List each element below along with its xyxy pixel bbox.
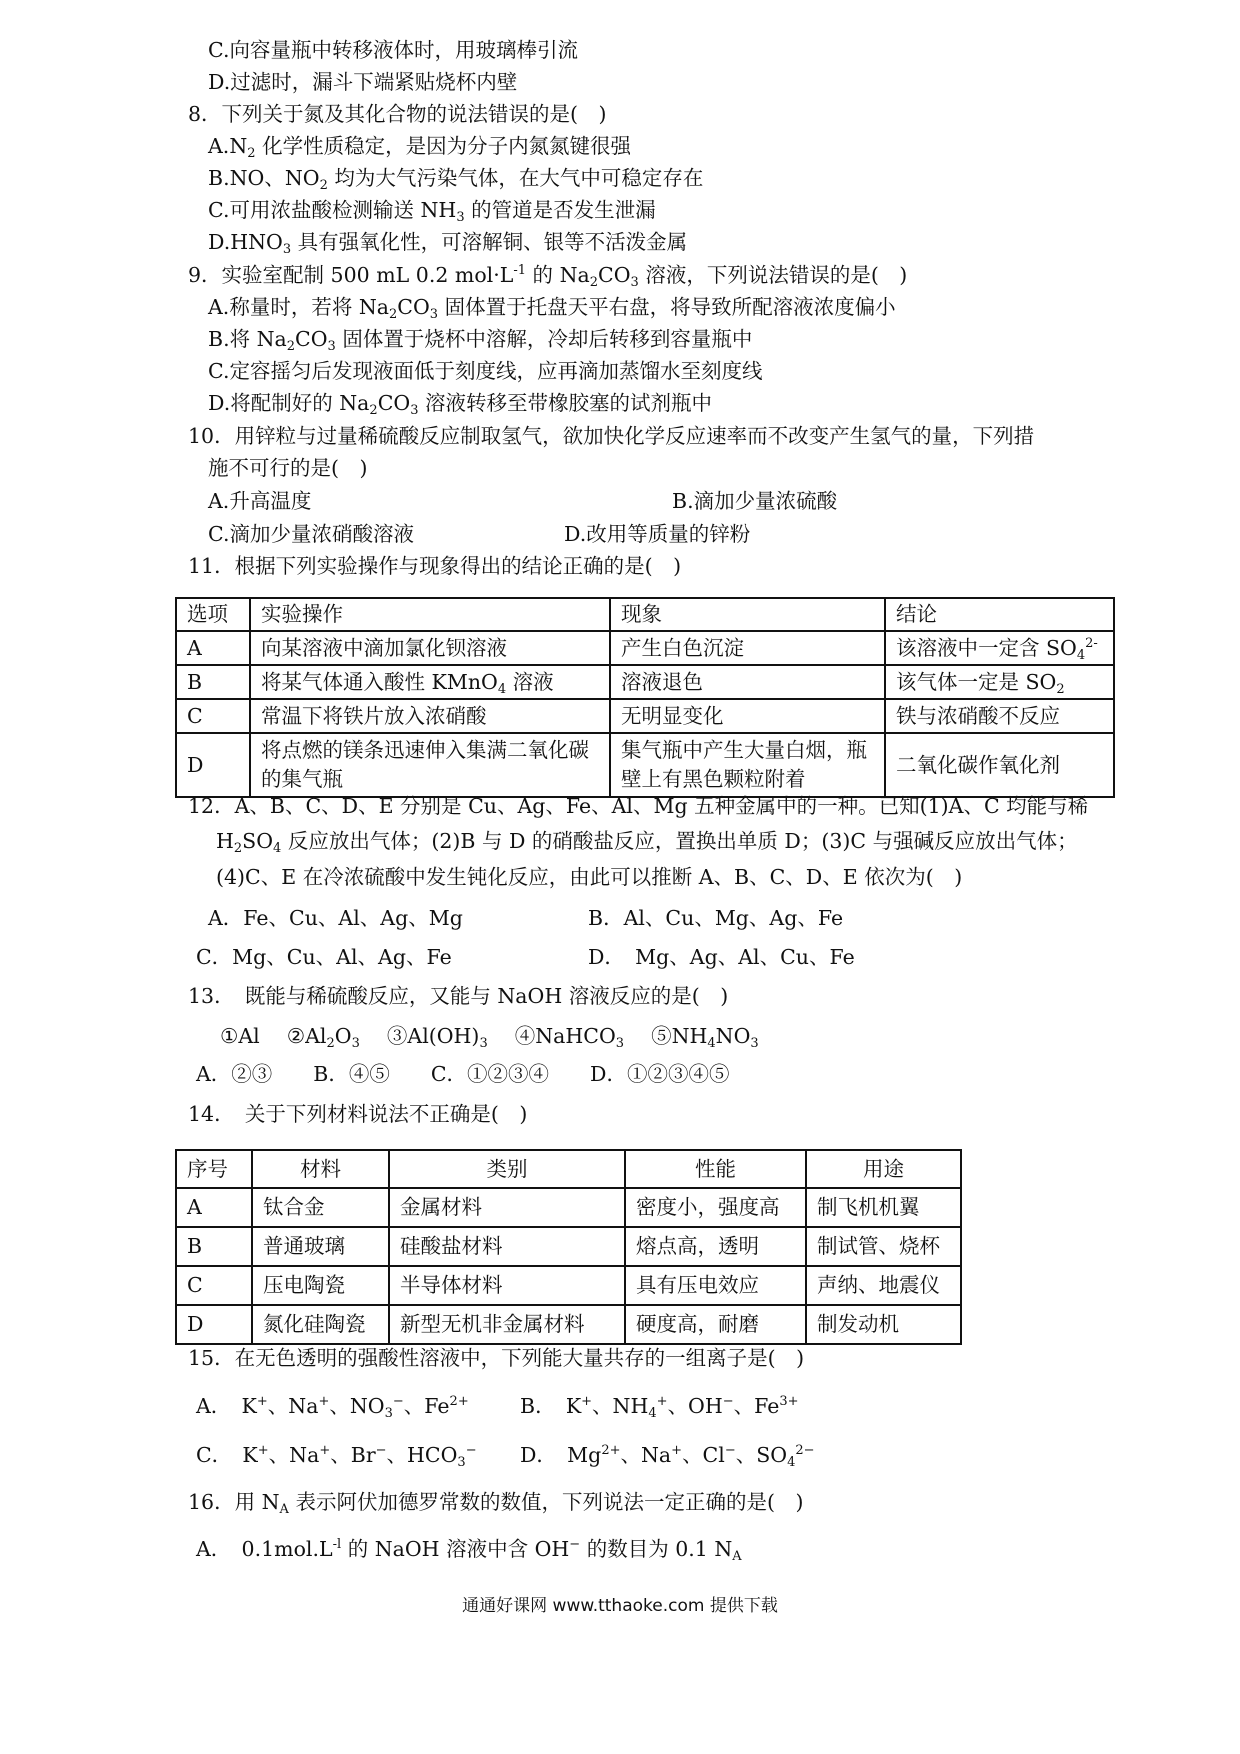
text-run: 12．A、B、C、D、E 分别是 Cu、Ag、Fe、Al、Mg 五种金属中的一种。已知(1)A、C 均能与稀 — [188, 794, 1089, 818]
text-line — [188, 1099, 527, 1129]
superscript: + — [256, 1394, 268, 1409]
text-run: 16．用 N — [188, 1490, 280, 1514]
text-run: D.改用等质量的锌粉 — [564, 522, 751, 546]
table-cell — [389, 1227, 625, 1266]
subscript: 3 — [410, 403, 419, 418]
text-run: D — [187, 1312, 204, 1336]
table-cell — [252, 1188, 389, 1227]
text-run: 、Fe — [733, 1394, 780, 1418]
table-header-cell — [389, 1150, 625, 1188]
table-cell — [885, 665, 1114, 699]
text-run: B.滴加少量浓硫酸 — [672, 489, 838, 513]
subscript: 4 — [1076, 647, 1086, 663]
superscript: − — [569, 1537, 581, 1552]
text-run: C — [187, 703, 203, 728]
subscript: 2 — [319, 178, 328, 193]
text-line — [564, 519, 750, 549]
superscript: 2+ — [601, 1443, 621, 1458]
text-line — [188, 260, 907, 290]
text-run: 的数目为 0.1 N — [580, 1537, 733, 1561]
table-header-cell — [885, 598, 1114, 631]
table-cell — [806, 1266, 961, 1305]
text-run: 密度小，强度高 — [636, 1195, 780, 1219]
subscript: 2 — [389, 307, 398, 322]
subscript: 2 — [247, 146, 256, 161]
superscript: 2+ — [449, 1394, 469, 1409]
text-run: 类别 — [486, 1156, 528, 1181]
superscript: + — [318, 1394, 330, 1409]
text-line — [208, 227, 687, 257]
text-run: A.称量时，若将 Na — [208, 295, 389, 319]
text-run: 的管道是否发生泄漏 — [464, 198, 656, 222]
text-run: 金属材料 — [400, 1195, 482, 1219]
subscript: A — [732, 1549, 742, 1564]
text-run: 8．下列关于氮及其化合物的说法错误的是( ) — [188, 102, 607, 126]
text-line — [196, 1534, 742, 1564]
superscript: + — [581, 1394, 593, 1409]
text-run: O — [334, 1024, 352, 1048]
table-row — [176, 1227, 961, 1266]
text-run: 具有强氧化性，可溶解铜、银等不活泼金属 — [291, 230, 688, 254]
text-run: 将某气体通入酸性 KMnO — [261, 669, 498, 694]
subscript: 3 — [282, 242, 292, 257]
text-run: D． Mg、Ag、Al、Cu、Fe — [588, 945, 855, 969]
text-run: C． K — [196, 1443, 258, 1467]
text-run: 反应放出气体；(2)B 与 D 的硝酸盐反应，置换出单质 D；(3)C 与强碱反应放出气体； — [281, 829, 1078, 853]
subscript: 3 — [384, 1406, 393, 1421]
text-run: ③Al(OH) — [359, 1024, 480, 1048]
text-line — [188, 1343, 804, 1373]
text-run: D.将配制好的 Na — [208, 391, 370, 415]
subscript: 2 — [233, 841, 243, 856]
text-line — [188, 551, 681, 581]
text-run: 熔点高，透明 — [636, 1234, 759, 1258]
text-run: 新型无机非金属材料 — [400, 1312, 585, 1336]
table-cell — [250, 665, 610, 699]
superscript: − — [375, 1443, 387, 1458]
text-run: 9．实验室配制 500 mL 0.2 mol·L — [188, 263, 514, 287]
table-cell — [625, 1266, 806, 1305]
text-run: 溶液 — [506, 669, 554, 694]
table-row — [176, 631, 1114, 665]
text-line — [208, 388, 712, 418]
text-run: 、Br — [330, 1443, 376, 1467]
subscript: 4 — [787, 1455, 796, 1470]
text-run: 15．在无色透明的强酸性溶液中，下列能大量共存的一组离子是( ) — [188, 1346, 805, 1370]
subscript: 2 — [326, 1036, 335, 1051]
table-cell — [176, 1266, 252, 1305]
text-run: (4)C、E 在冷浓硫酸中发生钝化反应，由此可以推断 A、B、C、D、E 依次为( ) — [216, 865, 963, 889]
subscript: 3 — [479, 1036, 488, 1051]
text-run: 、NH — [592, 1394, 649, 1418]
text-run: ①Al ②Al — [220, 1024, 327, 1048]
table-cell — [610, 631, 885, 665]
text-run: A — [187, 635, 202, 660]
text-run: C.滴加少量浓硝酸溶液 — [208, 522, 414, 546]
table-header-cell — [252, 1150, 389, 1188]
experiment-conclusion-table — [175, 597, 1115, 798]
subscript: A — [279, 1502, 289, 1517]
subscript: 3 — [630, 275, 639, 290]
table-header-cell — [176, 1150, 252, 1188]
text-run: 常温下将铁片放入浓硝酸 — [261, 703, 487, 728]
text-run: 、Na — [267, 1394, 319, 1418]
text-run: 材料 — [300, 1156, 341, 1181]
text-run: 性能 — [695, 1156, 736, 1181]
superscript: + — [319, 1443, 331, 1458]
text-run: D． Mg — [520, 1443, 602, 1467]
text-line — [196, 1059, 730, 1089]
text-run: 、Cl — [682, 1443, 725, 1467]
table-cell — [625, 1188, 806, 1227]
text-run: 声纳、地震仪 — [817, 1273, 940, 1297]
text-run: 均为大气污染气体，在大气中可稳定存在 — [327, 166, 704, 190]
text-run: 实验操作 — [261, 602, 343, 626]
table-cell — [885, 631, 1114, 665]
text-run: CO — [397, 295, 430, 319]
text-line — [208, 163, 703, 193]
text-line — [520, 1440, 815, 1470]
text-run: NO — [715, 1024, 751, 1048]
text-run: 序号 — [187, 1156, 228, 1181]
text-line — [208, 35, 578, 65]
table-cell — [806, 1227, 961, 1266]
text-run: 氮化硅陶瓷 — [263, 1312, 366, 1336]
subscript: 2 — [589, 275, 599, 290]
text-run: 硬度高，耐磨 — [636, 1312, 759, 1336]
text-line — [672, 486, 837, 516]
text-run: 、NO — [329, 1394, 385, 1418]
text-line — [188, 981, 728, 1011]
table-cell — [885, 699, 1114, 733]
table-header-cell — [610, 598, 885, 631]
table-header-row — [176, 598, 1114, 631]
text-run: H — [216, 829, 234, 853]
text-run: 溶液，下列说法错误的是( ) — [638, 263, 908, 287]
table-cell — [250, 699, 610, 733]
superscript: − — [724, 1443, 736, 1458]
text-line — [188, 99, 607, 129]
text-line — [196, 1391, 469, 1421]
text-run: D — [187, 752, 204, 777]
table-cell — [252, 1305, 389, 1344]
text-run: 将点燃的镁条迅速伸入集满二氧化碳的集气瓶 — [261, 738, 589, 791]
table-header-cell — [625, 1150, 806, 1188]
superscript: − — [465, 1443, 477, 1458]
text-run: 该气体一定是 SO — [896, 669, 1057, 694]
table-cell — [176, 665, 250, 699]
text-line — [588, 942, 855, 972]
text-run: 、Fe — [403, 1394, 450, 1418]
text-run: 14． 关于下列材料说法不正确是( ) — [188, 1102, 528, 1126]
text-run: B.将 Na — [208, 327, 287, 351]
table-cell — [610, 665, 885, 699]
text-line — [208, 453, 368, 483]
table-cell — [885, 733, 1114, 797]
text-line — [520, 1391, 799, 1421]
text-run: B — [187, 1234, 203, 1258]
subscript: 3 — [457, 1455, 466, 1470]
superscript: -1 — [513, 263, 527, 278]
table-cell — [176, 1227, 252, 1266]
text-run: 用途 — [863, 1156, 904, 1181]
table-header-cell — [176, 598, 250, 631]
text-run: 表示阿伏加德罗常数的数值，下列说法一定正确的是( ) — [288, 1490, 804, 1514]
table-cell — [176, 699, 250, 733]
superscript: + — [671, 1443, 683, 1458]
superscript: + — [257, 1443, 269, 1458]
table-cell — [252, 1266, 389, 1305]
text-run: 的 NaOH 溶液中含 OH — [341, 1537, 570, 1561]
text-run: 、SO — [735, 1443, 788, 1467]
table-row — [176, 1266, 961, 1305]
text-run: 化学性质稳定，是因为分子内氮氮键很强 — [255, 134, 632, 158]
table-cell — [610, 733, 885, 797]
text-run: 制发动机 — [817, 1312, 899, 1336]
subscript: 3 — [351, 1036, 360, 1051]
table-cell — [389, 1305, 625, 1344]
text-run: 钛合金 — [263, 1195, 325, 1219]
text-line — [208, 324, 752, 354]
table-cell — [176, 631, 250, 665]
text-line — [208, 356, 762, 386]
text-run: 制试管、烧杯 — [817, 1234, 940, 1258]
table-cell — [625, 1227, 806, 1266]
text-run: 硅酸盐材料 — [400, 1234, 503, 1258]
text-run: A．Fe、Cu、Al、Ag、Mg — [208, 906, 463, 930]
subscript: 2 — [1056, 681, 1065, 697]
text-run: A． 0.1mol.L — [196, 1537, 333, 1561]
table-row — [176, 665, 1114, 699]
text-line — [196, 942, 452, 972]
subscript: 2 — [369, 403, 378, 418]
text-line — [208, 292, 896, 322]
text-run: 无明显变化 — [621, 703, 724, 728]
table-cell — [806, 1188, 961, 1227]
table-cell — [250, 631, 610, 665]
text-run: CO — [377, 391, 411, 415]
table-header-cell — [250, 598, 610, 631]
text-line — [208, 519, 414, 549]
text-run: 溶液转移至带橡胶塞的试剂瓶中 — [418, 391, 712, 415]
text-run: 产生白色沉淀 — [621, 635, 744, 660]
text-line — [208, 67, 517, 97]
text-run: B． K — [520, 1394, 582, 1418]
superscript: + — [656, 1394, 668, 1409]
text-run: 铁与浓硝酸不反应 — [896, 703, 1060, 728]
subscript: 3 — [327, 339, 336, 354]
text-line — [196, 1440, 477, 1470]
text-run: 普通玻璃 — [263, 1234, 345, 1258]
text-run: 结论 — [896, 602, 937, 626]
text-run: 制飞机机翼 — [817, 1195, 920, 1219]
text-run: 二氧化碳作氧化剂 — [896, 752, 1060, 777]
text-run: 现象 — [621, 602, 662, 626]
text-run: 半导体材料 — [400, 1273, 503, 1297]
text-line — [188, 1487, 803, 1517]
subscript: 3 — [456, 210, 465, 225]
text-run: ⑤NH — [624, 1024, 708, 1048]
text-run: 该溶液中一定含 SO — [896, 635, 1077, 660]
text-run: C.定容摇匀后发现液面低于刻度线，应再滴加蒸馏水至刻度线 — [208, 359, 763, 383]
table-cell — [176, 1188, 252, 1227]
text-run: A.升高温度 — [208, 489, 312, 513]
text-line — [188, 421, 1034, 451]
text-line — [220, 1021, 759, 1051]
table-row — [176, 1188, 961, 1227]
text-run: 固体置于托盘天平右盘，将导致所配溶液浓度偏小 — [438, 295, 896, 319]
table-row — [176, 699, 1114, 733]
table-cell — [625, 1305, 806, 1344]
subscript: 4 — [648, 1406, 657, 1421]
text-run: 具有压电效应 — [636, 1273, 759, 1297]
text-run: C — [187, 1273, 203, 1297]
table-cell — [176, 733, 250, 797]
text-line — [208, 486, 311, 516]
table-cell — [176, 1305, 252, 1344]
text-run: A — [187, 1195, 202, 1219]
text-run: 压电陶瓷 — [263, 1273, 345, 1297]
text-line — [216, 862, 962, 892]
text-run: ④NaHCO — [487, 1024, 616, 1048]
table-cell — [389, 1188, 625, 1227]
text-run: 向某溶液中滴加氯化钡溶液 — [261, 635, 507, 660]
superscript: -l — [332, 1537, 342, 1552]
text-run: C.可用浓盐酸检测输送 NH — [208, 198, 457, 222]
table-cell — [250, 733, 610, 797]
superscript: − — [392, 1394, 404, 1409]
text-run: 、OH — [667, 1394, 723, 1418]
text-run: SO — [242, 829, 274, 853]
text-run: 溶液退色 — [621, 669, 703, 694]
text-run: 11．根据下列实验操作与现象得出的结论正确的是( ) — [188, 554, 682, 578]
text-run: A．②③ B．④⑤ C．①②③④ D．①②③④⑤ — [196, 1062, 730, 1086]
table-cell — [389, 1266, 625, 1305]
text-run: D.HNO — [208, 230, 283, 254]
subscript: 4 — [707, 1036, 716, 1051]
table-cell — [610, 699, 885, 733]
text-run: CO — [598, 263, 631, 287]
text-run: 选项 — [187, 602, 228, 626]
superscript: 2− — [795, 1443, 815, 1458]
table-row — [176, 1305, 961, 1344]
subscript: 2 — [286, 339, 296, 354]
text-run: 集气瓶中产生大量白烟，瓶壁上有黑色颗粒附着 — [621, 738, 867, 791]
text-line — [208, 903, 463, 933]
text-run: A． K — [196, 1394, 257, 1418]
table-header-cell — [806, 1150, 961, 1188]
text-run: B．Al、Cu、Mg、Ag、Fe — [588, 906, 844, 930]
text-line — [216, 826, 1078, 856]
table-cell — [806, 1305, 961, 1344]
text-run: 施不可行的是( ) — [208, 456, 368, 480]
table-cell — [252, 1227, 389, 1266]
text-run: B.NO、NO — [208, 166, 320, 190]
text-run: D.过滤时，漏斗下端紧贴烧杯内壁 — [208, 70, 518, 94]
text-run: A.N — [208, 134, 248, 158]
text-run: C.向容量瓶中转移液体时，用玻璃棒引流 — [208, 38, 578, 62]
subscript: 4 — [273, 841, 282, 856]
subscript: 4 — [497, 681, 507, 697]
subscript: 3 — [429, 307, 439, 322]
text-line — [208, 131, 631, 161]
text-run: 10．用锌粒与过量稀硫酸反应制取氢气，欲加快化学反应速率而不改变产生氢气的量，下列措 — [188, 424, 1035, 448]
text-run: 的 Na — [526, 263, 590, 287]
materials-table — [175, 1149, 962, 1345]
superscript: 2- — [1085, 635, 1098, 651]
table-header-row — [176, 1150, 961, 1188]
subscript: 3 — [750, 1036, 759, 1051]
text-run: CO — [295, 327, 328, 351]
superscript: − — [722, 1394, 734, 1409]
text-run: B — [187, 669, 203, 694]
footer-source: 通通好课网 www.tthaoke.com 提供下载 — [462, 1596, 778, 1616]
superscript: 3+ — [779, 1394, 799, 1409]
text-line — [588, 903, 843, 933]
text-run: 13． 既能与稀硫酸反应，又能与 NaOH 溶液反应的是( ) — [188, 984, 729, 1008]
text-run: 、Na — [268, 1443, 320, 1467]
text-line — [208, 195, 656, 225]
text-run: 固体置于烧杯中溶解，冷却后转移到容量瓶中 — [335, 327, 753, 351]
subscript: 3 — [615, 1036, 625, 1051]
text-run: 、HCO — [386, 1443, 458, 1467]
text-run: 、Na — [620, 1443, 672, 1467]
text-run: C．Mg、Cu、Al、Ag、Fe — [196, 945, 452, 969]
table-row — [176, 733, 1114, 797]
